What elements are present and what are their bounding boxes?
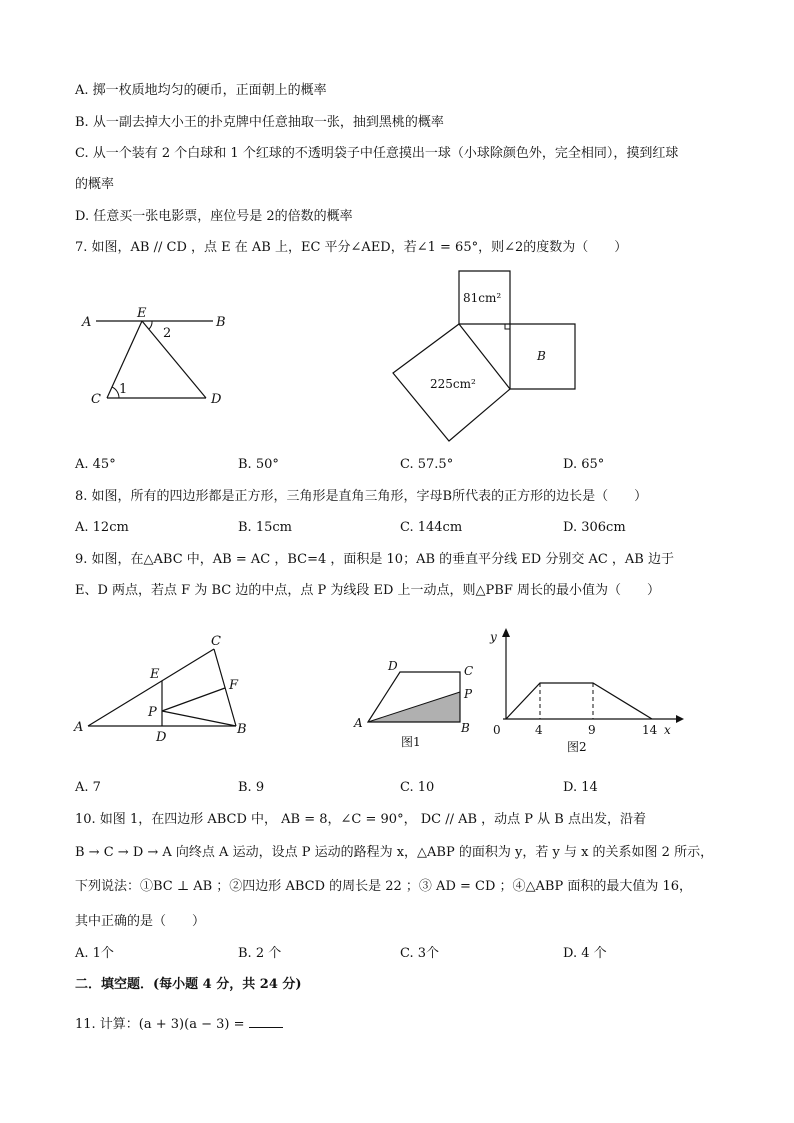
- q10-stem-4: 其中正确的是（ ）: [75, 914, 206, 929]
- label-c: C: [91, 392, 101, 407]
- label-b: B: [461, 721, 470, 735]
- q9-option-c: C. 10: [400, 780, 435, 795]
- label-c: C: [211, 634, 221, 649]
- segment-ed: [142, 321, 206, 398]
- axis-label-x: x: [664, 723, 671, 737]
- angle-2-arc: [149, 321, 152, 329]
- q6-option-c: C. 从一个装有 2 个白球和 1 个红球的不透明袋子中任意摸出一球（小球除颜色外，完全相同），摸到红球: [75, 146, 679, 161]
- y-axis-arrow: [502, 628, 510, 637]
- label-b: B: [237, 722, 247, 737]
- caption-fig2: 图2: [567, 740, 587, 754]
- label-p: P: [148, 705, 157, 720]
- segment-pb: [162, 711, 236, 726]
- q7-option-c: C. 57.5°: [400, 457, 454, 472]
- q7-option-d: D. 65°: [563, 457, 605, 472]
- q9-stem-1: 9. 如图，在△ABC 中，AB = AC ，BC=4 ，面积是 10；AB 的垂直平分线 ED 分别交 AC ，AB 边于: [75, 552, 674, 567]
- label-d: D: [388, 659, 398, 673]
- label-225: 225cm²: [430, 377, 476, 391]
- label-angle-1: 1: [119, 382, 128, 397]
- label-c: C: [464, 664, 474, 678]
- q6-option-d: D. 任意买一张电影票，座位号是 2的倍数的概率: [75, 209, 353, 224]
- q9-option-b: B. 9: [238, 780, 265, 795]
- q11-prefix: 11. 计算：(a + 3)(a − 3) =: [75, 1017, 245, 1032]
- tick-9: 9: [588, 723, 596, 737]
- q7-option-b: B. 50°: [238, 457, 279, 472]
- label-d: D: [211, 392, 222, 407]
- x-axis-arrow: [676, 715, 684, 723]
- q8-figure: [390, 270, 580, 445]
- tick-14: 14: [642, 723, 658, 737]
- tick-origin: 0: [493, 723, 501, 737]
- q10-option-b: B. 2 个: [238, 946, 282, 961]
- q9-option-d: D. 14: [563, 780, 598, 795]
- q10-figure-2-graph: [485, 625, 685, 755]
- axis-label-y: y: [490, 630, 497, 644]
- q6-option-a: A. 掷一枚质地均匀的硬币，正面朝上的概率: [75, 83, 327, 98]
- right-angle-mark: [505, 324, 510, 329]
- label-b: B: [537, 349, 546, 363]
- q11-line: [75, 1015, 283, 1034]
- q9-option-a: A. 7: [75, 780, 101, 795]
- label-a: A: [74, 720, 84, 735]
- section-2-title: 二．填空题．(每小题 4 分，共 24 分): [75, 977, 302, 992]
- q7-stem: 7. 如图，AB // CD ，点 E 在 AB 上，EC 平分∠AED，若∠1 = 65°，则∠2的度数为（ ）: [75, 240, 628, 255]
- label-a: A: [82, 315, 92, 330]
- label-b: B: [216, 315, 226, 330]
- label-angle-2: 2: [163, 326, 172, 341]
- q8-option-d: D. 306cm: [563, 520, 626, 535]
- angle-1-arc: [112, 387, 119, 398]
- q10-figure-1: [352, 658, 482, 753]
- q8-option-a: A. 12cm: [75, 520, 129, 535]
- q7-figure: [80, 305, 240, 410]
- caption-fig1: 图1: [401, 735, 421, 749]
- graph-line: [506, 683, 652, 719]
- q10-stem-3: 下列说法：①BC ⊥ AB ；②四边形 ABCD 的周长是 22 ；③ AD = CD ；④△ABP 面积的最大值为 16，: [75, 879, 693, 894]
- q10-option-a: A. 1个: [75, 946, 114, 961]
- label-e: E: [150, 667, 160, 682]
- label-f: F: [229, 678, 239, 693]
- label-p: P: [464, 687, 473, 701]
- q6-option-c-cont: 的概率: [75, 177, 115, 192]
- q6-option-b: B. 从一副去掉大小王的扑克牌中任意抽取一张，抽到黑桃的概率: [75, 115, 444, 130]
- tick-4: 4: [535, 723, 543, 737]
- label-d: D: [156, 730, 167, 745]
- q11-answer-blank[interactable]: [249, 1015, 283, 1028]
- q9-stem-2: E、D 两点，若点 F 为 BC 边的中点，点 P 为线段 ED 上一动点，则△PBF 周长的最小值为（ ）: [75, 583, 660, 598]
- label-a: A: [354, 716, 363, 730]
- q7-option-a: A. 45°: [75, 457, 116, 472]
- label-81: 81cm²: [463, 291, 502, 305]
- q10-option-c: C. 3个: [400, 946, 440, 961]
- q10-stem-2: B → C → D → A 向终点 A 运动，设点 P 运动的路程为 x，△ABP 的面积为 y，若 y 与 x 的关系如图 2 所示，: [75, 845, 714, 860]
- label-e: E: [137, 306, 147, 321]
- q8-stem: 8. 如图，所有的四边形都是正方形，三角形是直角三角形，字母B所代表的正方形的边长是（ ）: [75, 489, 648, 504]
- segment-pf: [162, 688, 225, 711]
- q8-option-b: B. 15cm: [238, 520, 292, 535]
- q8-option-c: C. 144cm: [400, 520, 463, 535]
- q10-stem-1: 10. 如图 1，在四边形 ABCD 中， AB = 8，∠C = 90°， DC // AB ，动点 P 从 B 点出发，沿着: [75, 812, 646, 827]
- q10-option-d: D. 4 个: [563, 946, 607, 961]
- q9-figure: [72, 630, 252, 745]
